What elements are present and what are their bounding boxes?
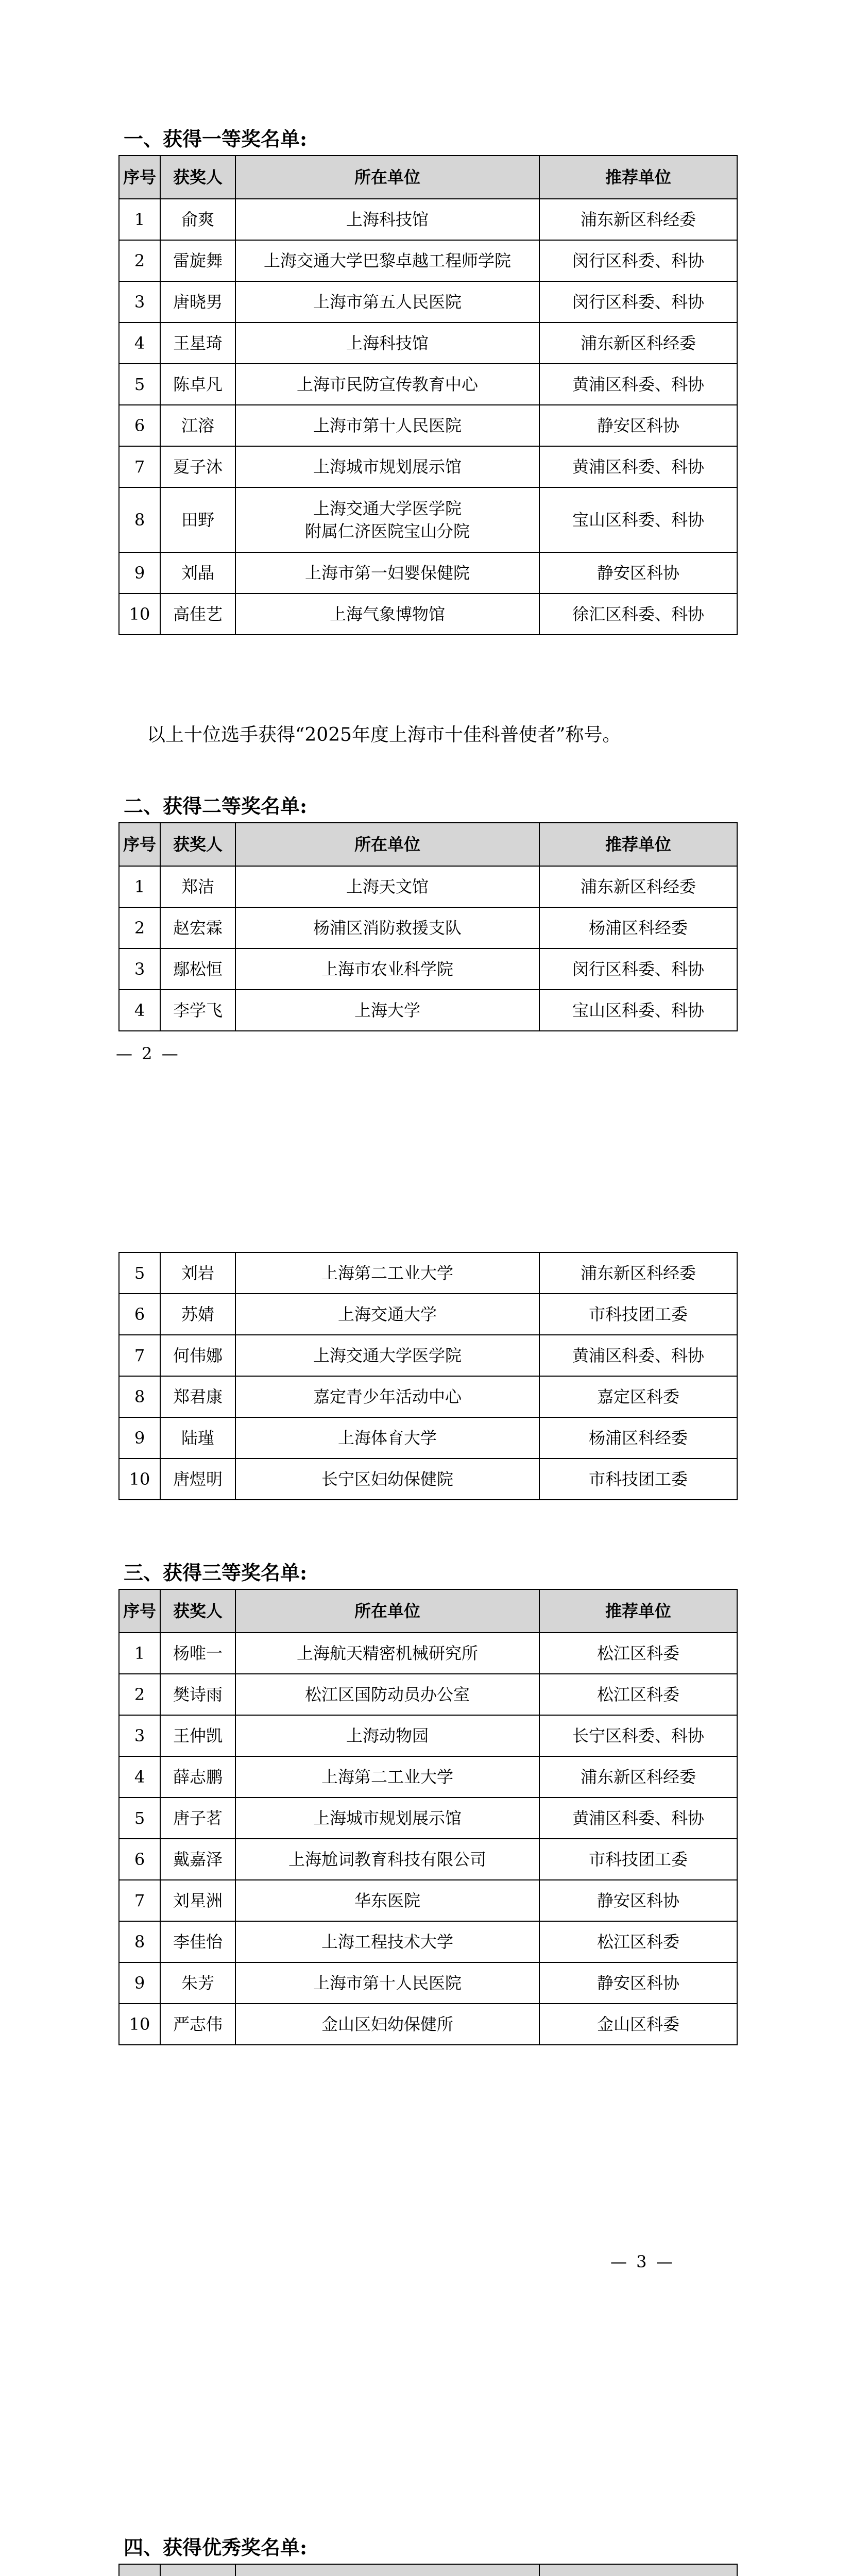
affiliation-line: 上海尬词教育科技有限公司	[288, 1850, 486, 1869]
header-recommender: 推荐单位	[539, 823, 737, 866]
affiliation	[235, 281, 539, 323]
recommending-unit: 黄浦区科委、科协	[539, 364, 737, 405]
affiliation-line: 上海市农业科学院	[321, 959, 453, 979]
recommending-unit: 闵行区科委、科协	[539, 948, 737, 990]
third-prize-section	[118, 1560, 737, 2045]
affiliation-line: 上海航天精密机械研究所	[296, 1643, 478, 1663]
table-row	[119, 1798, 737, 1839]
awardee-name: 唐煜明	[160, 1459, 235, 1500]
row-number: 5	[119, 1798, 160, 1839]
header-name: 获奖人	[160, 823, 235, 866]
affiliation	[235, 364, 539, 405]
table-row	[119, 1674, 737, 1715]
excellence-award-section	[118, 2535, 737, 2576]
affiliation	[235, 240, 539, 281]
awardee-name: 刘星洲	[160, 1880, 235, 1921]
affiliation	[235, 1252, 539, 1294]
row-number: 3	[119, 281, 160, 323]
recommending-unit: 松江区科委	[539, 1921, 737, 1962]
recommending-unit: 浦东新区科经委	[539, 199, 737, 240]
awardee-name: 严志伟	[160, 2004, 235, 2045]
row-number: 3	[119, 1715, 160, 1756]
row-number: 4	[119, 323, 160, 364]
header-name: 获奖人	[160, 156, 235, 199]
affiliation	[235, 1417, 539, 1459]
section-title: 一、获得一等奖名单:	[124, 127, 308, 150]
affiliation	[235, 446, 539, 487]
recommending-unit: 市科技团工委	[539, 1459, 737, 1500]
affiliation-line: 华东医院	[354, 1891, 420, 1910]
affiliation-line: 上海交通大学	[337, 1304, 437, 1324]
affiliation-line: 上海交通大学医学院	[313, 499, 462, 518]
row-number: 6	[119, 1839, 160, 1880]
header-unit	[235, 2564, 539, 2576]
affiliation	[235, 1756, 539, 1798]
header-recommender: 推荐单位	[539, 156, 737, 199]
page-number: — 2 —	[116, 1044, 180, 1063]
affiliation	[235, 866, 539, 907]
table-row	[119, 487, 737, 552]
affiliation-line: 金山区妇幼保健所	[321, 2014, 453, 2034]
table-row	[119, 281, 737, 323]
affiliation-line: 上海工程技术大学	[321, 1932, 453, 1952]
row-number: 2	[119, 240, 160, 281]
affiliation-line: 长宁区妇幼保健院	[321, 1469, 453, 1489]
table-row	[119, 240, 737, 281]
awardee-name: 李佳怡	[160, 1921, 235, 1962]
affiliation	[235, 1335, 539, 1376]
awardee-name: 刘晶	[160, 552, 235, 594]
recommending-unit: 宝山区科委、科协	[539, 487, 737, 552]
row-number: 2	[119, 1674, 160, 1715]
table-row	[119, 1459, 737, 1500]
header-unit: 所在单位	[235, 1589, 539, 1633]
awardee-name: 鄢松恒	[160, 948, 235, 990]
affiliation	[235, 907, 539, 948]
awardee-name: 刘岩	[160, 1252, 235, 1294]
section-title: 三、获得三等奖名单:	[124, 1561, 308, 1584]
row-number: 5	[119, 1252, 160, 1294]
second-prize-section	[118, 793, 737, 1031]
recommending-unit: 长宁区科委、科协	[539, 1715, 737, 1756]
row-number: 5	[119, 364, 160, 405]
awardee-name: 戴嘉泽	[160, 1839, 235, 1880]
first-prize-section	[118, 126, 737, 635]
affiliation	[235, 1633, 539, 1674]
awardee-name: 夏子沐	[160, 446, 235, 487]
page-number: — 3 —	[610, 2252, 675, 2272]
awardee-name: 王星琦	[160, 323, 235, 364]
recommending-unit: 浦东新区科经委	[539, 323, 737, 364]
affiliation-line: 上海市第十人民医院	[313, 416, 462, 435]
recommending-unit: 静安区科协	[539, 1880, 737, 1921]
recommending-unit: 黄浦区科委、科协	[539, 1798, 737, 1839]
table-row	[119, 1417, 737, 1459]
row-number: 3	[119, 948, 160, 990]
affiliation	[235, 990, 539, 1031]
affiliation-line: 上海科技馆	[346, 210, 429, 229]
row-number: 8	[119, 487, 160, 552]
affiliation	[235, 1798, 539, 1839]
affiliation	[235, 1880, 539, 1921]
awardee-name: 薛志鹏	[160, 1756, 235, 1798]
row-number: 9	[119, 1962, 160, 2004]
affiliation-line: 上海大学	[354, 1001, 420, 1020]
affiliation-line: 上海城市规划展示馆	[313, 457, 462, 477]
affiliation-line: 上海市第一妇婴保健院	[304, 563, 470, 583]
table-row	[119, 1294, 737, 1335]
section-title: 四、获得优秀奖名单:	[124, 2536, 308, 2559]
table-row	[119, 199, 737, 240]
table-row	[119, 594, 737, 635]
affiliation-line: 上海市第十人民医院	[313, 1973, 462, 1993]
header-no	[119, 2564, 160, 2576]
affiliation-line: 上海动物园	[346, 1726, 429, 1745]
table-row	[119, 1715, 737, 1756]
table-row	[119, 907, 737, 948]
affiliation	[235, 323, 539, 364]
recommending-unit: 松江区科委	[539, 1633, 737, 1674]
affiliation	[235, 2004, 539, 2045]
awardee-name: 江溶	[160, 405, 235, 446]
recommending-unit: 黄浦区科委、科协	[539, 1335, 737, 1376]
affiliation-line: 杨浦区消防救援支队	[313, 918, 462, 938]
recommending-unit: 徐汇区科委、科协	[539, 594, 737, 635]
row-number: 10	[119, 594, 160, 635]
table-row	[119, 948, 737, 990]
affiliation	[235, 948, 539, 990]
table-row	[119, 2004, 737, 2045]
affiliation	[235, 1962, 539, 2004]
row-number: 4	[119, 1756, 160, 1798]
recommending-unit: 闵行区科委、科协	[539, 281, 737, 323]
affiliation	[235, 594, 539, 635]
awardee-name: 雷旋舞	[160, 240, 235, 281]
affiliation	[235, 487, 539, 552]
recommending-unit: 闵行区科委、科协	[539, 240, 737, 281]
table-row	[119, 1839, 737, 1880]
award-table	[118, 1589, 738, 2045]
row-number: 7	[119, 446, 160, 487]
row-number: 1	[119, 1633, 160, 1674]
table-row	[119, 364, 737, 405]
header-unit: 所在单位	[235, 156, 539, 199]
affiliation	[235, 1715, 539, 1756]
row-number: 2	[119, 907, 160, 948]
recommending-unit: 宝山区科委、科协	[539, 990, 737, 1031]
table-row	[119, 1756, 737, 1798]
first-prize-note: 以上十位选手获得“2025年度上海市十佳科普使者”称号。	[147, 724, 621, 745]
affiliation-line: 嘉定青少年活动中心	[313, 1387, 462, 1406]
header-name: 获奖人	[160, 1589, 235, 1633]
affiliation	[235, 199, 539, 240]
row-number: 1	[119, 199, 160, 240]
header-no: 序号	[119, 1589, 160, 1633]
affiliation-line: 上海气象博物馆	[329, 604, 445, 624]
recommending-unit: 静安区科协	[539, 552, 737, 594]
affiliation-line: 上海体育大学	[337, 1428, 437, 1448]
awardee-name: 田野	[160, 487, 235, 552]
row-number: 9	[119, 552, 160, 594]
affiliation-line: 上海天文馆	[346, 877, 429, 896]
affiliation-line: 上海第二工业大学	[321, 1767, 453, 1787]
table-row	[119, 990, 737, 1031]
recommending-unit: 浦东新区科经委	[539, 866, 737, 907]
awardee-name: 樊诗雨	[160, 1674, 235, 1715]
second-prize-continued	[118, 1252, 737, 1500]
affiliation	[235, 552, 539, 594]
row-number: 6	[119, 405, 160, 446]
recommending-unit: 松江区科委	[539, 1674, 737, 1715]
affiliation	[235, 1921, 539, 1962]
affiliation	[235, 1459, 539, 1500]
header-no: 序号	[119, 156, 160, 199]
row-number: 7	[119, 1880, 160, 1921]
table-row	[119, 552, 737, 594]
table-row	[119, 1880, 737, 1921]
affiliation-line: 附属仁济医院宝山分院	[304, 521, 470, 541]
awardee-name: 高佳艺	[160, 594, 235, 635]
row-number: 1	[119, 866, 160, 907]
header-recommender	[539, 2564, 737, 2576]
awardee-name: 赵宏霖	[160, 907, 235, 948]
award-table	[118, 822, 738, 1031]
recommending-unit: 浦东新区科经委	[539, 1756, 737, 1798]
table-row	[119, 1335, 737, 1376]
affiliation-line: 松江区国防动员办公室	[304, 1685, 470, 1704]
table-row	[119, 1376, 737, 1417]
affiliation-line: 上海城市规划展示馆	[313, 1808, 462, 1828]
awardee-name: 何伟娜	[160, 1335, 235, 1376]
awardee-name: 王仲凯	[160, 1715, 235, 1756]
awardee-name: 杨唯一	[160, 1633, 235, 1674]
award-table	[118, 155, 738, 635]
affiliation-line: 上海市民防宣传教育中心	[296, 375, 478, 394]
affiliation-line: 上海科技馆	[346, 333, 429, 353]
row-number: 8	[119, 1921, 160, 1962]
award-table	[118, 1252, 738, 1500]
recommending-unit: 杨浦区科经委	[539, 1417, 737, 1459]
header-name	[160, 2564, 235, 2576]
recommending-unit: 静安区科协	[539, 405, 737, 446]
recommending-unit: 静安区科协	[539, 1962, 737, 2004]
table-row	[119, 1962, 737, 2004]
row-number: 7	[119, 1335, 160, 1376]
awardee-name: 郑君康	[160, 1376, 235, 1417]
header-no: 序号	[119, 823, 160, 866]
table-row	[119, 866, 737, 907]
recommending-unit: 黄浦区科委、科协	[539, 446, 737, 487]
table-row	[119, 1921, 737, 1962]
awardee-name: 郑洁	[160, 866, 235, 907]
row-number: 8	[119, 1376, 160, 1417]
table-row	[119, 323, 737, 364]
affiliation	[235, 1674, 539, 1715]
affiliation-line: 上海交通大学医学院	[313, 1346, 462, 1365]
recommending-unit: 市科技团工委	[539, 1839, 737, 1880]
affiliation-line: 上海第二工业大学	[321, 1263, 453, 1283]
award-table	[118, 2564, 738, 2576]
recommending-unit: 杨浦区科经委	[539, 907, 737, 948]
awardee-name: 俞爽	[160, 199, 235, 240]
recommending-unit: 金山区科委	[539, 2004, 737, 2045]
row-number: 10	[119, 1459, 160, 1500]
row-number: 6	[119, 1294, 160, 1335]
table-row	[119, 1633, 737, 1674]
awardee-name: 陆瑾	[160, 1417, 235, 1459]
affiliation	[235, 1376, 539, 1417]
awardee-name: 唐晓男	[160, 281, 235, 323]
recommending-unit: 嘉定区科委	[539, 1376, 737, 1417]
table-row	[119, 446, 737, 487]
row-number: 10	[119, 2004, 160, 2045]
header-recommender: 推荐单位	[539, 1589, 737, 1633]
table-row	[119, 405, 737, 446]
awardee-name: 朱芳	[160, 1962, 235, 2004]
row-number: 4	[119, 990, 160, 1031]
affiliation	[235, 1294, 539, 1335]
header-unit: 所在单位	[235, 823, 539, 866]
section-title: 二、获得二等奖名单:	[124, 794, 308, 818]
row-number: 9	[119, 1417, 160, 1459]
affiliation	[235, 1839, 539, 1880]
affiliation	[235, 405, 539, 446]
table-row	[119, 1252, 737, 1294]
affiliation-line: 上海市第五人民医院	[313, 292, 462, 312]
awardee-name: 苏婧	[160, 1294, 235, 1335]
recommending-unit: 市科技团工委	[539, 1294, 737, 1335]
awardee-name: 李学飞	[160, 990, 235, 1031]
affiliation-line: 上海交通大学巴黎卓越工程师学院	[263, 251, 511, 270]
awardee-name: 陈卓凡	[160, 364, 235, 405]
awardee-name: 唐子茗	[160, 1798, 235, 1839]
recommending-unit: 浦东新区科经委	[539, 1252, 737, 1294]
